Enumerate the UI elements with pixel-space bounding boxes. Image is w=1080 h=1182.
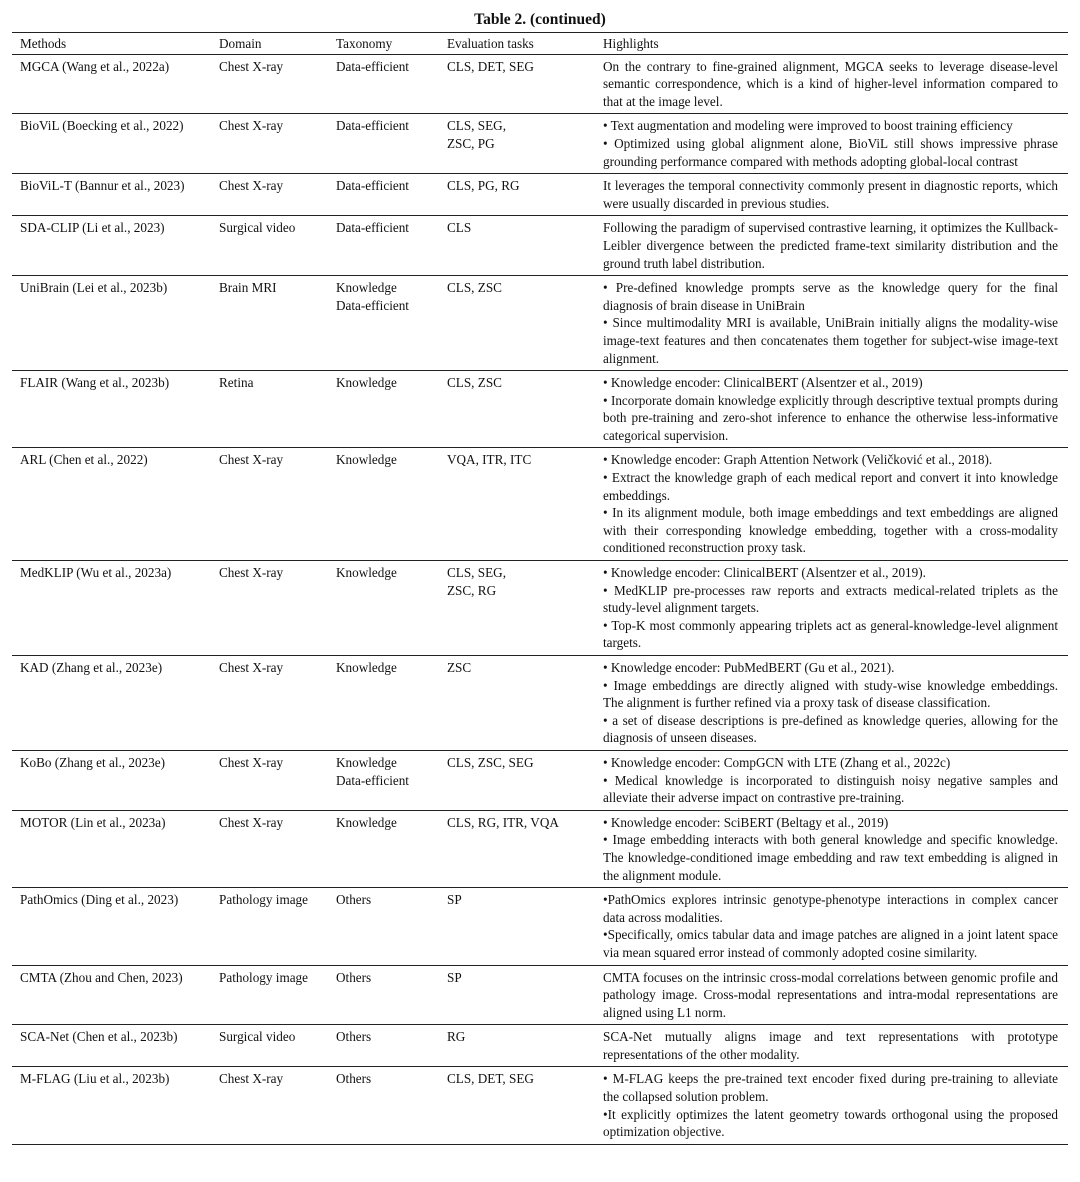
evaluation-tasks-cell [439, 276, 595, 371]
evaluation-tasks-cell [439, 371, 595, 448]
header-domain: Domain [219, 36, 262, 51]
taxonomy-cell [328, 965, 439, 1025]
taxonomy-cell [328, 561, 439, 656]
taxonomy-cell [328, 750, 439, 810]
table-row [12, 114, 1068, 174]
evaluation-tasks-cell-line: CLS, RG, ITR, VQA [447, 814, 559, 830]
highlights-cell [595, 448, 1068, 561]
highlights-cell [595, 216, 1068, 276]
highlights-cell-line: • Pre-defined knowledge prompts serve as the knowledge query for the final diagnosis of brain disease in UniBrain [603, 280, 1058, 313]
evaluation-tasks-cell [439, 448, 595, 561]
highlights-cell [595, 750, 1068, 810]
highlights-cell-line: • Incorporate domain knowledge explicitly through descriptive textual prompts during both pre-training and zero-shot inference to enhance the otherwise less-informative categorical supervision. [603, 392, 1058, 443]
table-row [12, 174, 1068, 216]
table-row [12, 561, 1068, 656]
highlights-cell [595, 371, 1068, 448]
highlights-cell-line: • a set of disease descriptions is pre-defined as knowledge queries, allowing for the diagnosis of unseen diseases. [603, 712, 1058, 746]
evaluation-tasks-cell [439, 54, 595, 114]
table-row [12, 54, 1068, 114]
taxonomy-cell [328, 114, 439, 174]
method-cell: FLAIR (Wang et al., 2023b) [20, 375, 170, 391]
highlights-cell-line: • Knowledge encoder: ClinicalBERT (Alsentzer et al., 2019) [603, 375, 923, 391]
highlights-cell [595, 276, 1068, 371]
highlights-cell-line: • Knowledge encoder: ClinicalBERT (Alsentzer et al., 2019). [603, 565, 926, 581]
highlights-cell-line: • MedKLIP pre-processes raw reports and extracts medical-related triplets as the study-level alignment targets. [603, 582, 1058, 616]
taxonomy-cell-line: Data-efficient [336, 178, 409, 194]
table-row [12, 656, 1068, 751]
evaluation-tasks-cell-line: CLS, DET, SEG [447, 58, 534, 74]
domain-cell: Chest X-ray [219, 814, 284, 830]
highlights-cell-line: CMTA focuses on the intrinsic cross-modal correlations between genomic profile and pathology image. Cross-modal representations and intra-modal representations are aligned using L1 norm. [603, 969, 1058, 1020]
table-row [12, 810, 1068, 887]
highlights-cell-line: • Extract the knowledge graph of each medical report and convert it into knowledge embeddings. [603, 470, 1058, 503]
taxonomy-cell [328, 54, 439, 114]
taxonomy-cell-line: Others [336, 1029, 372, 1045]
highlights-cell-line: • Optimized using global alignment alone, BioViL still shows impressive phrase grounding performance compared with methods adopting global-local contrast [603, 135, 1058, 169]
method-cell: MedKLIP (Wu et al., 2023a) [20, 565, 172, 581]
evaluation-tasks-cell [439, 1025, 595, 1067]
taxonomy-cell-line: Data-efficient [336, 58, 409, 74]
taxonomy-cell [328, 1067, 439, 1144]
taxonomy-cell [328, 174, 439, 216]
evaluation-tasks-cell-line: RG [447, 1029, 466, 1045]
highlights-cell-line: • M-FLAG keeps the pre-trained text encoder fixed during pre-training to alleviate the collapsed solution problem. [603, 1071, 1058, 1105]
method-cell: ARL (Chen et al., 2022) [20, 452, 148, 468]
evaluation-tasks-cell [439, 750, 595, 810]
highlights-cell-line: •PathOmics explores intrinsic genotype-phenotype interactions in complex cancer data across modalities. [603, 892, 1058, 925]
header-highlights: Highlights [603, 36, 659, 51]
evaluation-tasks-cell [439, 965, 595, 1025]
method-cell: M-FLAG (Liu et al., 2023b) [20, 1071, 170, 1087]
evaluation-tasks-cell [439, 656, 595, 751]
domain-cell: Chest X-ray [219, 1071, 284, 1087]
method-cell: SCA-Net (Chen et al., 2023b) [20, 1029, 178, 1045]
domain-cell: Chest X-ray [219, 58, 284, 74]
taxonomy-cell [328, 216, 439, 276]
evaluation-tasks-cell-line: CLS, ZSC [447, 280, 502, 296]
domain-cell: Chest X-ray [219, 660, 284, 675]
evaluation-tasks-cell-line: CLS, SEG, [447, 118, 506, 134]
taxonomy-cell-line: Data-efficient [336, 220, 409, 236]
evaluation-tasks-cell [439, 810, 595, 887]
table-row [12, 371, 1068, 448]
domain-cell: Chest X-ray [219, 565, 284, 581]
evaluation-tasks-cell-line: CLS, ZSC, SEG [447, 754, 534, 770]
highlights-cell-line: Following the paradigm of supervised contrastive learning, it optimizes the Kullback-Leibler divergence between the predicted frame-text similarity distribution and the ground truth label distribution. [603, 220, 1058, 271]
method-cell: KAD (Zhang et al., 2023e) [20, 660, 163, 675]
table-row [12, 1067, 1068, 1144]
taxonomy-cell-line: Knowledge [336, 452, 397, 468]
domain-cell: Brain MRI [219, 280, 277, 296]
domain-cell: Chest X-ray [219, 178, 284, 194]
highlights-cell-line: • Since multimodality MRI is available, UniBrain initially aligns the modality-wise image-text features and then concatenates them together for subject-wise image-text alignment. [603, 315, 1058, 366]
highlights-cell [595, 1067, 1068, 1144]
highlights-cell [595, 561, 1068, 656]
highlights-cell-line: •Specifically, omics tabular data and image patches are aligned in a joint latent space via mean squared error instead of commonly adopted cosine similarity. [603, 927, 1058, 960]
taxonomy-cell-line: Others [336, 969, 372, 985]
evaluation-tasks-cell-line: ZSC, PG [447, 135, 495, 151]
evaluation-tasks-cell [439, 174, 595, 216]
taxonomy-cell [328, 888, 439, 965]
taxonomy-cell [328, 371, 439, 448]
header-row [12, 33, 1068, 55]
taxonomy-cell-line: Others [336, 1071, 372, 1087]
highlights-cell-line: SCA-Net mutually aligns image and text representations with prototype representations of the other modality. [603, 1029, 1058, 1062]
highlights-cell [595, 888, 1068, 965]
highlights-cell-line: • Image embeddings are directly aligned with study-wise knowledge embeddings. The alignment is further refined via a proxy task of disease classification. [603, 677, 1058, 711]
table-row [12, 276, 1068, 371]
taxonomy-cell-line: Knowledge [336, 814, 397, 830]
header-methods: Methods [20, 36, 67, 51]
evaluation-tasks-cell [439, 114, 595, 174]
method-cell: KoBo (Zhang et al., 2023e) [20, 754, 166, 770]
taxonomy-cell [328, 276, 439, 371]
method-cell: SDA-CLIP (Li et al., 2023) [20, 220, 165, 236]
highlights-cell-line: • Knowledge encoder: PubMedBERT (Gu et al., 2021). [603, 660, 895, 675]
domain-cell: Surgical video [219, 1029, 296, 1045]
evaluation-tasks-cell-line: CLS, PG, RG [447, 178, 520, 194]
table-row [12, 448, 1068, 561]
highlights-cell [595, 54, 1068, 114]
evaluation-tasks-cell-line: ZSC, RG [447, 582, 497, 598]
table-row [12, 750, 1068, 810]
table-row [12, 965, 1068, 1025]
evaluation-tasks-cell [439, 216, 595, 276]
highlights-cell-line: • Knowledge encoder: SciBERT (Beltagy et al., 2019) [603, 814, 889, 830]
highlights-cell-line: • Image embedding interacts with both general knowledge and specific knowledge. The knowledge-conditioned image embedding and raw text embedding is aligned in the alignment module. [603, 832, 1058, 883]
evaluation-tasks-cell [439, 561, 595, 656]
highlights-cell-line: It leverages the temporal connectivity commonly present in diagnostic reports, which were usually discarded in previous studies. [603, 178, 1058, 211]
taxonomy-cell-line: Knowledge [336, 375, 397, 391]
taxonomy-cell-line: Knowledge [336, 280, 397, 296]
evaluation-tasks-cell-line: SP [447, 969, 462, 985]
highlights-cell-line: • Text augmentation and modeling were improved to boost training efficiency [603, 118, 1013, 134]
table-caption: Table 2. (continued) [474, 11, 606, 28]
domain-cell: Chest X-ray [219, 754, 284, 770]
evaluation-tasks-cell-line: CLS, ZSC [447, 375, 502, 391]
method-cell: BioViL (Boecking et al., 2022) [20, 118, 184, 134]
taxonomy-cell-line: Knowledge [336, 565, 397, 581]
header-taxonomy: Taxonomy [336, 36, 393, 51]
evaluation-tasks-cell [439, 888, 595, 965]
table-row [12, 216, 1068, 276]
domain-cell: Pathology image [219, 969, 309, 985]
method-cell: MGCA (Wang et al., 2022a) [20, 58, 170, 74]
evaluation-tasks-cell-line: VQA, ITR, ITC [447, 452, 532, 468]
method-cell: UniBrain (Lei et al., 2023b) [20, 280, 168, 296]
evaluation-tasks-cell-line: CLS [447, 220, 472, 236]
method-cell: PathOmics (Ding et al., 2023) [20, 892, 179, 908]
highlights-cell-line: • Knowledge encoder: Graph Attention Network (Veličković et al., 2018). [603, 452, 993, 468]
taxonomy-cell-line: Knowledge [336, 754, 397, 770]
table-body [12, 54, 1068, 1144]
highlights-cell [595, 965, 1068, 1025]
taxonomy-cell [328, 1025, 439, 1067]
taxonomy-cell [328, 656, 439, 751]
taxonomy-cell-line: Data-efficient [336, 118, 409, 134]
method-cell: CMTA (Zhou and Chen, 2023) [20, 969, 183, 985]
taxonomy-cell-line: Data-efficient [336, 772, 409, 788]
table-row [12, 888, 1068, 965]
evaluation-tasks-cell-line: SP [447, 892, 462, 908]
method-cell: BioViL-T (Bannur et al., 2023) [20, 178, 185, 194]
highlights-cell-line: • Medical knowledge is incorporated to distinguish noisy negative samples and alleviate their adverse impact on contrastive pre-training. [603, 772, 1058, 806]
method-cell: MOTOR (Lin et al., 2023a) [20, 814, 166, 830]
taxonomy-cell-line: Data-efficient [336, 297, 409, 313]
domain-cell: Surgical video [219, 220, 296, 236]
evaluation-tasks-cell-line: CLS, DET, SEG [447, 1071, 534, 1087]
highlights-cell-line: • Knowledge encoder: CompGCN with LTE (Zhang et al., 2022c) [603, 754, 951, 770]
header-evaluation-tasks: Evaluation tasks [447, 36, 534, 51]
domain-cell: Chest X-ray [219, 118, 284, 134]
evaluation-tasks-cell-line: ZSC [447, 660, 472, 675]
taxonomy-cell [328, 810, 439, 887]
highlights-cell-line: On the contrary to fine-grained alignment, MGCA seeks to leverage disease-level semantic correspondence, which is a kind of higher-level information compared to that at the image level. [603, 58, 1058, 109]
domain-cell: Retina [219, 375, 254, 391]
domain-cell: Pathology image [219, 892, 309, 908]
highlights-cell-line: •It explicitly optimizes the latent geometry towards orthogonal using the proposed optimization objective. [603, 1106, 1058, 1140]
highlights-cell [595, 810, 1068, 887]
table-header [12, 33, 1068, 55]
taxonomy-cell-line: Knowledge [336, 660, 397, 675]
highlights-cell [595, 174, 1068, 216]
domain-cell: Chest X-ray [219, 452, 284, 468]
highlights-cell [595, 114, 1068, 174]
evaluation-tasks-cell [439, 1067, 595, 1144]
highlights-cell-line: • In its alignment module, both image embeddings and text embeddings are aligned with their corresponding knowledge embedding, together with a cross-modality conditioned reconstruction proxy task. [603, 505, 1058, 556]
highlights-cell [595, 656, 1068, 751]
taxonomy-cell [328, 448, 439, 561]
evaluation-tasks-cell-line: CLS, SEG, [447, 565, 506, 581]
methods-table [12, 32, 1068, 1145]
highlights-cell-line: • Top-K most commonly appearing triplets act as general-knowledge-level alignment targets. [603, 617, 1058, 651]
taxonomy-cell-line: Others [336, 892, 372, 908]
table-row [12, 1025, 1068, 1067]
highlights-cell [595, 1025, 1068, 1067]
